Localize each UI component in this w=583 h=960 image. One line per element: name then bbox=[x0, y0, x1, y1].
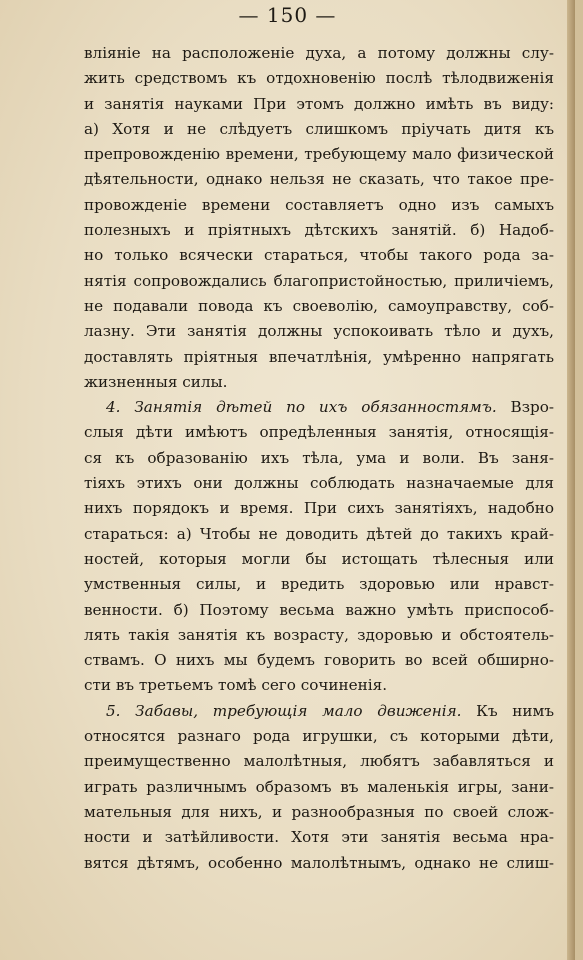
line-text: играть различнымъ образомъ въ маленькія игры, зани- bbox=[84, 777, 554, 796]
line-text: провожденіе времени составляетъ одно изъ самыхъ bbox=[84, 195, 554, 214]
line-text: лазну. Эти занятія должны успокоивать тѣло и духъ, bbox=[84, 322, 554, 341]
text-line bbox=[84, 66, 554, 91]
line-text: вліяніе на расположеніе духа, а потому должны слу- bbox=[84, 44, 554, 62]
line-text: ности и затѣйливости. Хотя эти занятія весьма нра- bbox=[84, 828, 554, 847]
text-line bbox=[84, 522, 554, 547]
line-text: полезныхъ и пріятныхъ дѣтскихъ занятій. б) Надоб- bbox=[84, 221, 554, 240]
text-line bbox=[84, 117, 554, 142]
line-text: лять такія занятія къ возрасту, здоровью и обстоятель- bbox=[84, 625, 554, 644]
text-line bbox=[84, 851, 554, 876]
text-line bbox=[84, 673, 554, 698]
text-line bbox=[84, 446, 554, 471]
line-text: доставлять пріятныя впечатлѣнія, умѣренно напрягать bbox=[84, 347, 554, 366]
line-text: тіяхъ этихъ они должны соблюдать назначаемые для bbox=[84, 474, 554, 493]
text-line bbox=[84, 572, 554, 597]
line-text: слыя дѣти имѣютъ опредѣленныя занятія, относящія- bbox=[84, 423, 554, 442]
text-line bbox=[84, 800, 554, 825]
text-line bbox=[84, 218, 554, 243]
text-line bbox=[84, 496, 554, 521]
line-text: не подавали повода къ своеволію, самоуправству, соб- bbox=[84, 296, 554, 315]
text-line bbox=[84, 471, 554, 496]
text-line bbox=[84, 41, 554, 66]
text-line bbox=[84, 243, 554, 268]
line-text: жить средствомъ къ отдохновенію послѣ тѣлодвиженія bbox=[84, 69, 554, 88]
section-heading: 4. Занятія дѣтей по ихъ обязанностямъ. bbox=[106, 398, 497, 417]
text-line bbox=[84, 370, 554, 395]
line-text: а) Хотя и не слѣдуетъ слишкомъ пріучать дитя къ bbox=[84, 119, 554, 138]
text-line bbox=[84, 547, 554, 572]
text-line bbox=[84, 825, 554, 850]
page-edge bbox=[567, 0, 575, 960]
text-line bbox=[84, 345, 554, 370]
section-heading: 5. Забавы, требующія мало движенія. bbox=[106, 701, 462, 720]
text-line bbox=[84, 269, 554, 294]
line-text: Взро- bbox=[496, 398, 554, 417]
text-line bbox=[84, 648, 554, 673]
line-text: но только всячески стараться, чтобы такого рода за- bbox=[84, 246, 554, 265]
text-line bbox=[84, 420, 554, 445]
line-text: стараться: а) Чтобы не доводить дѣтей до такихъ край- bbox=[84, 524, 554, 543]
text-line bbox=[84, 167, 554, 192]
text-line bbox=[84, 598, 554, 623]
page-text bbox=[84, 41, 554, 876]
text-line bbox=[84, 294, 554, 319]
text-line bbox=[84, 395, 554, 420]
line-text: нятія сопровождались благопристойностью, приличіемъ, bbox=[84, 271, 554, 290]
text-line bbox=[84, 724, 554, 749]
text-line bbox=[84, 775, 554, 800]
line-text: препровожденію времени, требующему мало физической bbox=[84, 145, 554, 164]
text-line bbox=[84, 92, 554, 117]
line-text: мательныя для нихъ, и разнообразныя по своей слож- bbox=[84, 802, 554, 821]
line-text: ностей, которыя могли бы истощать тѣлесныя или bbox=[84, 549, 554, 568]
page-number: — 150 — bbox=[238, 3, 337, 27]
line-text: ся къ образованію ихъ тѣла, ума и воли. Въ заня- bbox=[84, 448, 554, 467]
text-line bbox=[84, 142, 554, 167]
line-text: ствамъ. О нихъ мы будемъ говорить во всей обширно- bbox=[84, 651, 554, 670]
line-text: Къ нимъ bbox=[461, 701, 555, 720]
line-text: умственныя силы, и вредить здоровью или нравст- bbox=[84, 575, 554, 594]
line-text: дѣятельности, однако нельзя не сказать, что такое пре- bbox=[84, 170, 554, 189]
line-text: сти въ третьемъ томѣ сего сочиненія. bbox=[84, 676, 388, 695]
line-text: жизненныя силы. bbox=[84, 372, 228, 391]
text-line bbox=[84, 193, 554, 218]
line-text: вятся дѣтямъ, особенно малолѣтнымъ, однако не слиш- bbox=[84, 853, 554, 872]
line-text: относятся разнаго рода игрушки, съ которыми дѣти, bbox=[84, 727, 554, 746]
line-text: венности. б) Поэтому весьма важно умѣть приспособ- bbox=[84, 600, 554, 619]
text-line bbox=[84, 749, 554, 774]
line-text: и занятія науками При этомъ должно имѣть въ виду: bbox=[84, 94, 554, 113]
line-text: преимущественно малолѣтныя, любятъ забавляться и bbox=[84, 752, 554, 771]
text-line bbox=[84, 319, 554, 344]
line-text: нихъ порядокъ и время. При сихъ занятіяхъ, надобно bbox=[84, 499, 554, 518]
text-line bbox=[84, 699, 554, 724]
text-line bbox=[84, 623, 554, 648]
